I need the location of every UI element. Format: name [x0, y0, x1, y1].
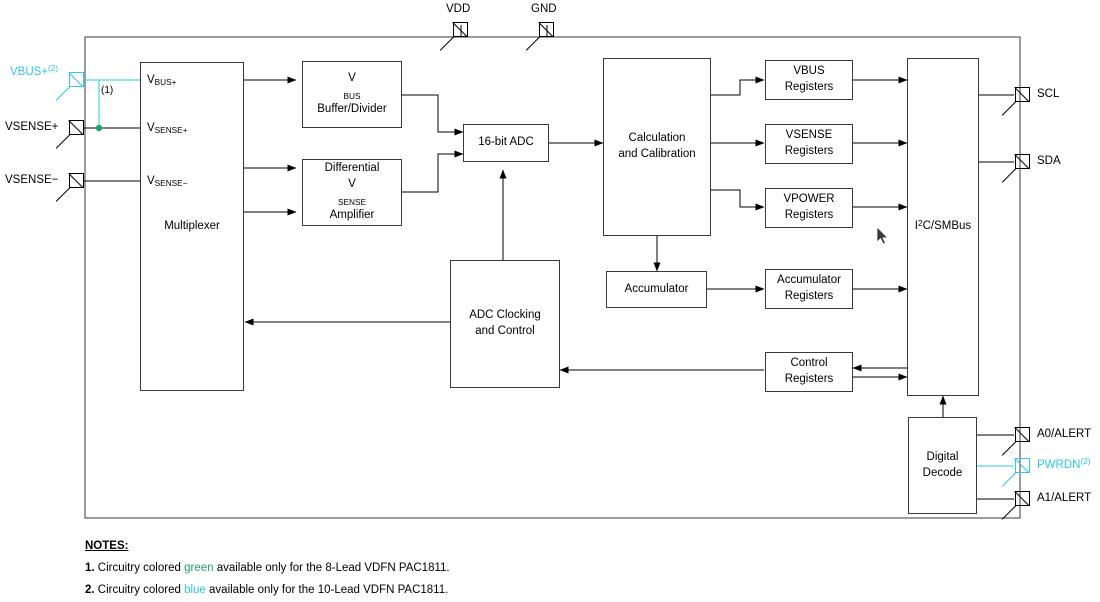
mouse-cursor	[877, 227, 889, 245]
pad-a1-alert	[1015, 491, 1030, 506]
label-vsense-minus: VSENSE−	[5, 174, 59, 186]
block-vpower-registers-line2: Registers	[784, 209, 834, 221]
note-1-number: 1.	[85, 561, 95, 574]
note-2	[85, 580, 450, 602]
pad-vsense-plus	[69, 120, 84, 135]
pad-scl	[1015, 87, 1030, 102]
label-vsense-plus: VSENSE+	[5, 121, 59, 133]
block-vsense-registers-line1: VSENSE	[785, 129, 833, 142]
label-gnd: GND	[531, 3, 557, 15]
block-diff-amp-line3: Amplifier	[329, 209, 375, 222]
note-2-number: 2.	[85, 583, 95, 596]
block-diff-amp-sub: SENSE	[337, 197, 367, 207]
notes-header: NOTES:	[85, 540, 129, 552]
block-control-registers-line2: Registers	[784, 373, 834, 385]
block-adc-label: 16-bit ADC	[478, 136, 534, 149]
block-accumulator-label: Accumulator	[624, 282, 689, 295]
note-1	[85, 558, 450, 580]
label-a0-prefix: A0/	[1037, 428, 1055, 440]
pad-vbus-plus	[69, 72, 84, 87]
block-accumulator-registers-line1: Accumulator	[777, 274, 841, 287]
block-accumulator-registers-line2: Registers	[784, 290, 834, 302]
label-pwrdn-text: PWRDN	[1037, 459, 1081, 471]
block-vpower-registers-line1: VPOWER	[783, 193, 835, 206]
label-a1-alert	[1037, 492, 1091, 504]
block-control-registers-line1: Control	[790, 357, 828, 370]
label-pwrdn	[1037, 459, 1091, 471]
block-vbus-registers	[765, 60, 853, 100]
block-vbus-registers-line2: Registers	[784, 81, 834, 93]
pad-gnd	[539, 22, 554, 37]
note-1-post: available only for the 8-Lead VDFN PAC1811.	[213, 561, 450, 574]
label-pwrdn-note: (2)	[1080, 457, 1091, 467]
block-adc-clock-line1: ADC Clocking	[469, 309, 541, 322]
block-accumulator-registers	[765, 269, 853, 309]
label-mux-in-vsense-minus	[147, 175, 188, 187]
label-a1-alert-bar: ALERT	[1054, 492, 1092, 504]
pad-vsense-minus	[69, 173, 84, 188]
block-differential-vsense-amplifier	[302, 159, 402, 226]
block-vbus-buffer-line2: Buffer/Divider	[317, 103, 387, 116]
pad-vdd	[453, 22, 468, 37]
pad-sda	[1015, 154, 1030, 169]
block-vpower-registers	[765, 188, 853, 228]
pad-a0-alert	[1015, 427, 1030, 442]
block-calculation-and-calibration	[603, 58, 711, 236]
label-mux-in-vsense-plus-sub: SENSE+	[154, 126, 188, 136]
block-vbus-buffer-sub: BUS	[343, 92, 361, 102]
label-mux-in-vsense-minus-v: V	[147, 175, 155, 187]
block-digital-decode-line2: Decode	[922, 466, 963, 479]
block-diff-amp-line2	[338, 177, 366, 208]
block-digital-decode	[908, 417, 977, 514]
block-multiplexer	[140, 62, 244, 391]
block-diff-amp-v: V	[348, 177, 356, 190]
block-i2c-smbus-label: $I^2C$/SMBus	[914, 218, 972, 233]
pad-pwrdn	[1015, 458, 1030, 473]
block-adc-clocking-and-control	[450, 260, 560, 388]
note-2-pre: Circuitry colored	[97, 583, 185, 596]
block-16bit-adc	[463, 124, 549, 162]
label-vbus-plus-note: (2)	[48, 64, 59, 74]
label-vbus-plus	[10, 66, 58, 78]
note-1-pre: Circuitry colored	[97, 561, 185, 574]
block-diff-amp-line1: Differential	[324, 162, 380, 175]
label-mux-in-vsense-minus-sub: SENSE−	[154, 179, 188, 189]
block-vsense-registers	[765, 124, 853, 164]
label-mux-in-vbus-sub: BUS+	[154, 78, 177, 88]
block-vbus-registers-line1: VBUS	[793, 65, 825, 78]
block-digital-decode-line1: Digital	[926, 450, 959, 463]
label-mux-in-vsense-plus-v: V	[147, 122, 155, 134]
label-note-ref-1: (1)	[101, 85, 114, 96]
label-mux-in-vbus	[147, 74, 177, 86]
label-scl: SCL	[1037, 88, 1060, 100]
block-adc-clock-line2: and Control	[475, 325, 535, 337]
label-mux-in-vsense-plus	[147, 122, 188, 134]
block-vsense-registers-line2: Registers	[784, 145, 834, 157]
note-1-color-word: green	[184, 561, 214, 574]
label-a0-alert	[1037, 428, 1091, 440]
label-vbus-plus-text: VBUS+	[10, 66, 49, 78]
notes-section	[85, 536, 450, 602]
note-2-post: available only for the 10-Lead VDFN PAC1811.	[205, 583, 449, 596]
note-2-color-word: blue	[184, 583, 206, 596]
block-vbus-buffer-divider	[302, 61, 402, 128]
label-sda: SDA	[1037, 155, 1061, 167]
block-vbus-buffer-v: V	[348, 72, 356, 85]
label-a1-prefix: A1/	[1037, 492, 1055, 504]
block-control-registers	[765, 352, 853, 392]
block-i2c-smbus	[907, 58, 979, 396]
block-accumulator	[606, 271, 707, 308]
block-vbus-buffer-line1	[344, 71, 361, 102]
block-calc-line1: Calculation	[628, 132, 686, 145]
block-multiplexer-label: Multiplexer	[164, 219, 220, 232]
block-calc-line2: and Calibration	[618, 148, 696, 160]
label-a0-alert-bar: ALERT	[1054, 428, 1092, 440]
label-vdd: VDD	[446, 3, 471, 15]
label-mux-in-vbus-v: V	[147, 74, 155, 86]
